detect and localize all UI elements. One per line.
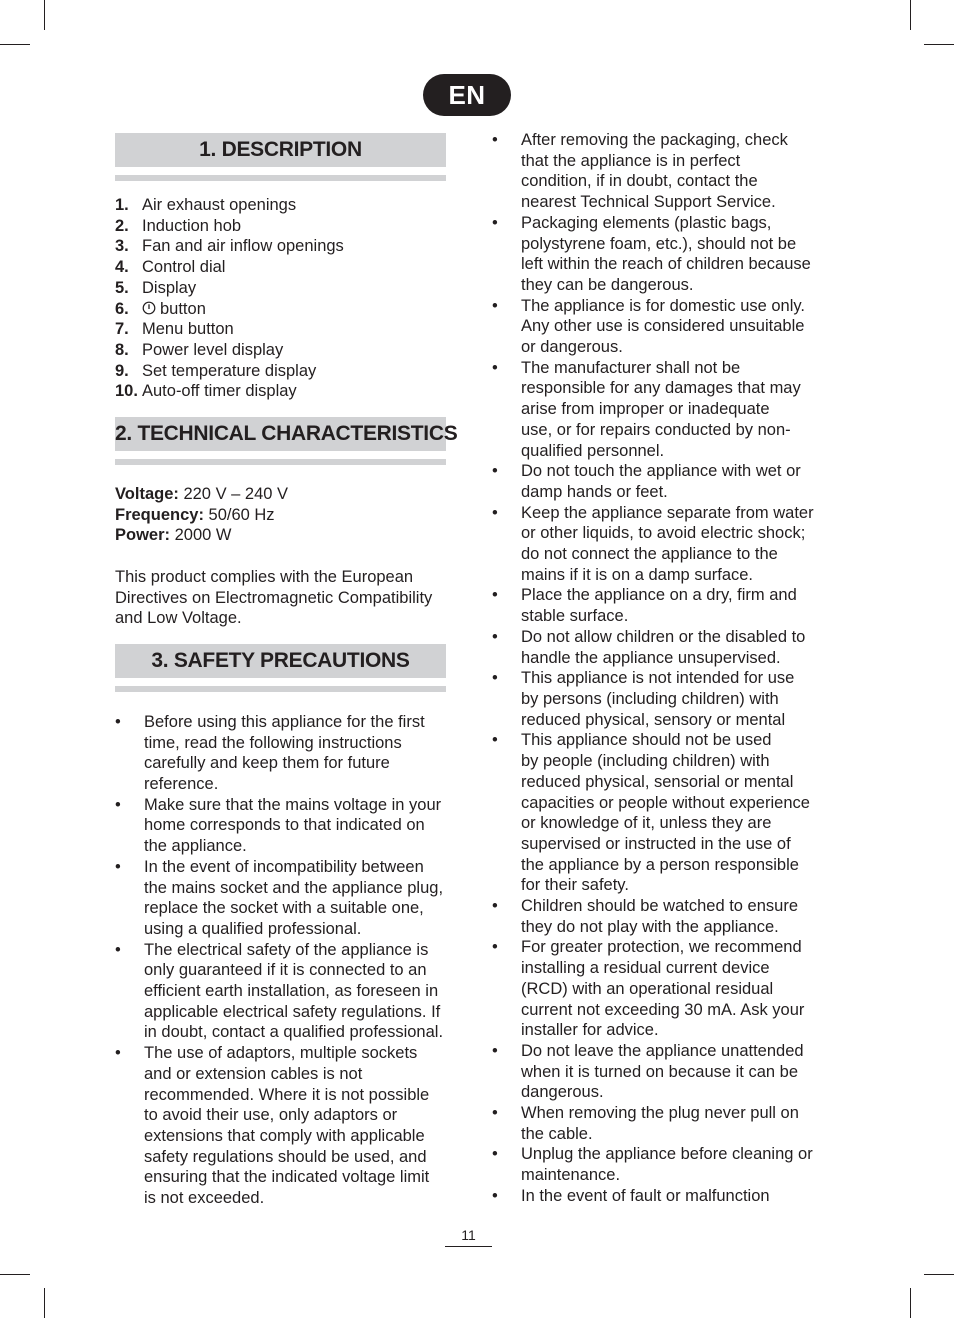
- safety-line: reduced physical, sensorial or mental: [521, 772, 794, 791]
- safety-line: safety regulations should be used, and: [144, 1147, 427, 1166]
- safety-line: extensions that comply with applicable: [144, 1127, 425, 1145]
- safety-line: the cable.: [521, 1124, 593, 1143]
- bullet-icon: •: [492, 296, 498, 315]
- crop-mark: [44, 1288, 45, 1318]
- spec-frequency: [115, 505, 460, 526]
- safety-line: In the event of fault or malfunction: [521, 1186, 770, 1205]
- spec-power: [115, 525, 460, 546]
- page-number: 11: [445, 1226, 492, 1247]
- item-label: Set temperature display: [142, 361, 317, 380]
- item-number: 7.: [115, 320, 129, 339]
- crop-mark: [0, 1274, 30, 1275]
- spec-label: Power:: [115, 526, 171, 545]
- section-heading-technical: 2. TECHNICAL CHARACTERISTICS: [115, 417, 446, 451]
- crop-mark: [924, 44, 954, 45]
- safety-line: condition, if in doubt, contact the: [521, 172, 758, 191]
- item-number: 9.: [115, 361, 129, 380]
- safety-line: in doubt, contact a qualified professional.: [144, 1023, 444, 1042]
- safety-line: recommended. Where it is not possible: [144, 1085, 430, 1104]
- item-number: 4.: [115, 258, 129, 277]
- safety-line: The appliance is for domestic use only.: [521, 296, 806, 315]
- item-label: Menu button: [142, 320, 234, 339]
- safety-line: the appliance by a person responsible: [521, 855, 799, 874]
- safety-line: replace the socket with a suitable one,: [144, 899, 424, 918]
- safety-item: [492, 1186, 832, 1207]
- compliance-line: and Low Voltage.: [115, 609, 242, 628]
- safety-line: or knowledge of it, unless they are: [521, 814, 772, 833]
- bullet-icon: •: [492, 669, 498, 688]
- safety-line: This appliance should not be used: [521, 731, 772, 750]
- safety-line: when it is turned on because it can be: [521, 1062, 799, 1081]
- description-item: [115, 257, 460, 278]
- spec-voltage: [115, 484, 460, 505]
- item-label: Power level display: [142, 340, 284, 359]
- safety-line: Children should be watched to ensure: [521, 897, 799, 916]
- safety-line: The manufacturer shall not be: [521, 358, 741, 377]
- safety-item: [492, 296, 832, 358]
- description-item: [115, 340, 460, 361]
- safety-item: [492, 461, 832, 502]
- spec-value: 220 V – 240 V: [178, 485, 289, 504]
- bullet-icon: •: [492, 462, 498, 481]
- safety-line: capacities or people without experience: [521, 793, 810, 812]
- safety-item: [492, 896, 832, 937]
- description-item: [115, 381, 460, 402]
- safety-line: Packaging elements (plastic bags,: [521, 213, 772, 232]
- bullet-icon: •: [115, 940, 121, 959]
- safety-line: and or extension cables is not: [144, 1064, 363, 1083]
- safety-line: responsible for any damages that may: [521, 379, 801, 398]
- safety-line: handle the appliance unsupervised.: [521, 648, 781, 667]
- bullet-icon: •: [492, 627, 498, 646]
- item-label: Fan and air inflow openings: [142, 237, 344, 256]
- description-list: [115, 195, 460, 402]
- safety-item: [492, 503, 832, 586]
- safety-line: When removing the plug never pull on: [521, 1104, 799, 1123]
- right-column: [492, 130, 832, 1207]
- safety-item: [492, 1144, 832, 1185]
- technical-specs: [115, 484, 460, 546]
- description-item: [115, 299, 460, 320]
- bullet-icon: •: [492, 213, 498, 232]
- description-item: [115, 361, 460, 382]
- safety-line: Unplug the appliance before cleaning or: [521, 1145, 813, 1164]
- safety-item: [115, 940, 460, 1044]
- safety-line: using a qualified professional.: [144, 919, 362, 938]
- description-item: [115, 195, 460, 216]
- item-label: Air exhaust openings: [142, 196, 297, 214]
- description-item: [115, 319, 460, 340]
- safety-line: Any other use is considered unsuitable: [521, 317, 805, 336]
- safety-line: for their safety.: [521, 876, 629, 895]
- safety-line: stable surface.: [521, 607, 629, 626]
- bullet-icon: •: [492, 1186, 498, 1205]
- safety-line: that the appliance is in perfect: [521, 151, 741, 170]
- safety-line: use, or for repairs conducted by non-: [521, 420, 791, 439]
- safety-item: [492, 627, 832, 668]
- safety-line: by people (including children) with: [521, 752, 770, 771]
- safety-line: The use of adaptors, multiple sockets: [144, 1044, 418, 1063]
- crop-mark: [910, 0, 911, 30]
- safety-line: the mains socket and the appliance plug,: [144, 878, 444, 897]
- item-number: 6.: [115, 299, 129, 318]
- bullet-icon: •: [492, 1145, 498, 1164]
- spec-value: 2000 W: [170, 526, 232, 545]
- safety-line: they can be dangerous.: [521, 275, 694, 294]
- section-heading-description: 1. DESCRIPTION: [115, 133, 446, 167]
- safety-line: dangerous.: [521, 1083, 604, 1102]
- safety-item: [115, 712, 460, 795]
- safety-line: installer for advice.: [521, 1021, 659, 1040]
- bullet-icon: •: [492, 1104, 498, 1123]
- safety-line: only guaranteed if it is connected to an: [144, 961, 427, 980]
- item-number: 3.: [115, 237, 129, 256]
- safety-item: [492, 1041, 832, 1103]
- bullet-icon: •: [492, 731, 498, 750]
- safety-item: [115, 857, 460, 940]
- safety-line: the appliance.: [144, 837, 247, 856]
- crop-mark: [910, 1288, 911, 1318]
- safety-line: by persons (including children) with: [521, 689, 779, 708]
- item-number: 2.: [115, 216, 129, 235]
- item-label: Auto-off timer display: [142, 382, 297, 401]
- safety-line: Place the appliance on a dry, firm and: [521, 586, 797, 605]
- safety-line: For greater protection, we recommend: [521, 938, 802, 957]
- safety-line: carefully and keep them for future: [144, 754, 390, 773]
- description-item: [115, 278, 460, 299]
- safety-line: Do not leave the appliance unattended: [521, 1041, 804, 1060]
- safety-line: reduced physical, sensory or mental: [521, 710, 786, 729]
- spec-label: Frequency:: [115, 505, 204, 524]
- safety-item: [115, 795, 460, 857]
- safety-line: time, read the following instructions: [144, 733, 402, 752]
- item-label: Induction hob: [142, 216, 242, 235]
- bullet-icon: •: [492, 503, 498, 522]
- safety-line: polystyrene foam, etc.), should not be: [521, 234, 797, 253]
- item-number: 10.: [115, 382, 138, 401]
- safety-line: Do not allow children or the disabled to: [521, 627, 806, 646]
- safety-list-left: [115, 712, 460, 1209]
- safety-line: Keep the appliance separate from water: [521, 503, 814, 522]
- safety-line: they do not play with the appliance.: [521, 917, 779, 936]
- safety-item: [115, 1043, 460, 1209]
- safety-item: [492, 1103, 832, 1144]
- safety-line: In the event of incompatibility between: [144, 857, 424, 876]
- safety-line: Do not touch the appliance with wet or: [521, 462, 801, 481]
- item-number: 1.: [115, 196, 129, 214]
- safety-line: applicable electrical safety regulations. If: [144, 1002, 441, 1021]
- safety-line: Before using this appliance for the first: [144, 712, 425, 731]
- crop-mark: [44, 0, 45, 30]
- safety-line: home corresponds to that indicated on: [144, 816, 425, 835]
- section-heading-safety: 3. SAFETY PRECAUTIONS: [115, 644, 446, 678]
- safety-item: [492, 730, 832, 896]
- safety-item: [492, 213, 832, 296]
- safety-line: supervised or instructed in the use of: [521, 834, 791, 853]
- safety-line: left within the reach of children because: [521, 255, 811, 274]
- description-item: [115, 216, 460, 237]
- spec-label: Voltage:: [115, 485, 179, 504]
- safety-item: [492, 668, 832, 730]
- description-item: [115, 236, 460, 257]
- bullet-icon: •: [492, 586, 498, 605]
- safety-line: current not exceeding 30 mA. Ask your: [521, 1000, 805, 1019]
- bullet-icon: •: [115, 857, 121, 876]
- section-divider: [115, 459, 446, 465]
- safety-line: ensuring that the indicated voltage limit: [144, 1168, 430, 1187]
- safety-line: or other liquids, to avoid electric shock;: [521, 524, 806, 543]
- safety-line: The electrical safety of the appliance is: [144, 940, 429, 959]
- safety-item: [492, 130, 832, 213]
- bullet-icon: •: [492, 358, 498, 377]
- safety-line: mains if it is on a damp surface.: [521, 565, 754, 584]
- left-column: [115, 133, 460, 1209]
- safety-item: [492, 937, 832, 1041]
- section-divider: [115, 686, 446, 692]
- bullet-icon: •: [492, 1041, 498, 1060]
- safety-line: maintenance.: [521, 1166, 621, 1185]
- crop-mark: [0, 44, 30, 45]
- safety-item: [492, 358, 832, 462]
- safety-line: reference.: [144, 775, 219, 794]
- crop-mark: [924, 1274, 954, 1275]
- safety-line: Make sure that the mains voltage in your: [144, 795, 442, 814]
- safety-line: installing a residual current device: [521, 959, 770, 978]
- bullet-icon: •: [492, 938, 498, 957]
- item-number: 8.: [115, 340, 129, 359]
- safety-line: damp hands or feet.: [521, 482, 668, 501]
- item-label: Display: [142, 278, 197, 297]
- safety-line: efficient earth installation, as foreseen in: [144, 982, 439, 1001]
- safety-line: (RCD) with an operational residual: [521, 979, 774, 998]
- spec-value: 50/60 Hz: [203, 505, 275, 524]
- compliance-statement: [115, 567, 460, 629]
- item-number: 5.: [115, 278, 129, 297]
- safety-line: qualified personnel.: [521, 441, 665, 460]
- bullet-icon: •: [115, 1044, 121, 1063]
- safety-item: [492, 585, 832, 626]
- safety-line: This appliance is not intended for use: [521, 669, 795, 688]
- compliance-line: This product complies with the European: [115, 567, 414, 586]
- item-label: Control dial: [142, 258, 226, 277]
- bullet-icon: •: [492, 131, 498, 149]
- safety-line: do not connect the appliance to the: [521, 545, 778, 564]
- safety-line: arise from improper or inadequate: [521, 400, 770, 419]
- safety-line: or dangerous.: [521, 338, 623, 357]
- safety-line: to avoid their use, only adaptors or: [144, 1106, 398, 1125]
- language-badge: EN: [423, 74, 511, 116]
- bullet-icon: •: [115, 712, 121, 731]
- item-label: button: [160, 299, 206, 318]
- safety-line: nearest Technical Support Service.: [521, 193, 776, 212]
- power-icon: [142, 301, 156, 315]
- safety-list-right: [492, 130, 832, 1207]
- bullet-icon: •: [115, 795, 121, 814]
- section-divider: [115, 175, 446, 181]
- safety-line: After removing the packaging, check: [521, 131, 788, 149]
- bullet-icon: •: [492, 897, 498, 916]
- safety-line: is not exceeded.: [144, 1189, 265, 1208]
- compliance-line: Directives on Electromagnetic Compatibility: [115, 588, 433, 607]
